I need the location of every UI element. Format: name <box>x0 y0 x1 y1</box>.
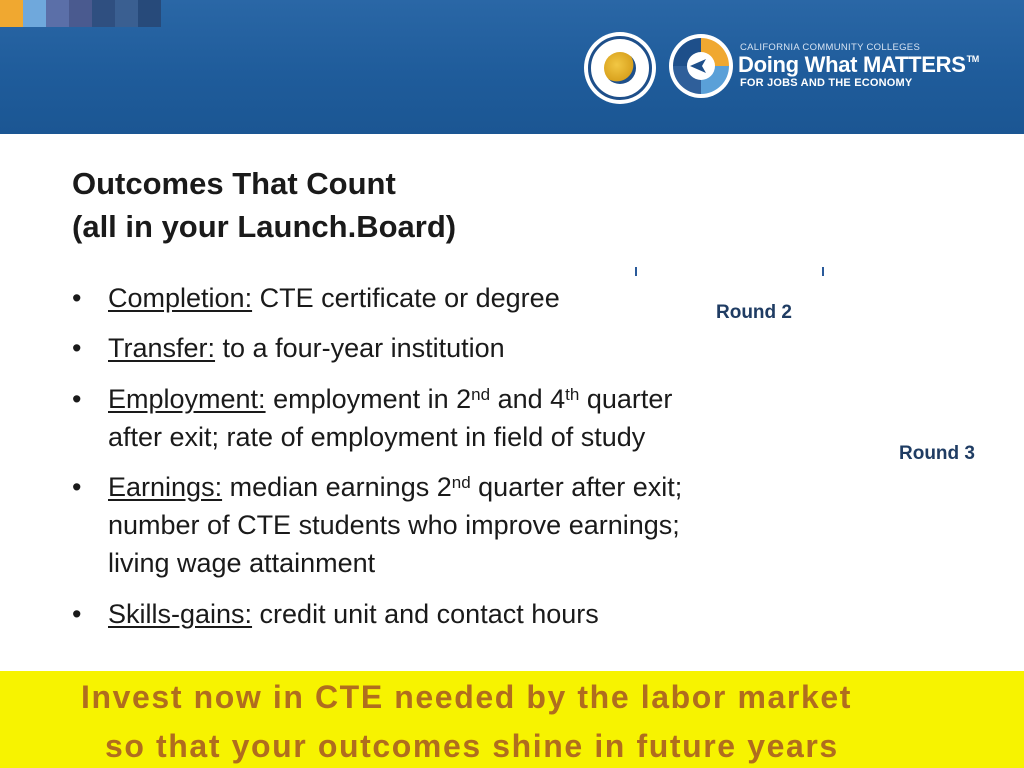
color-swatch-strip <box>0 0 161 27</box>
swatch-1 <box>0 0 23 27</box>
slide-title-line2: (all in your Launch.Board) <box>72 209 457 244</box>
bullet-description: to a four-year institution <box>215 333 505 363</box>
bullet-description-line2: number of CTE students who improve earnings; <box>108 510 680 540</box>
swatch-5 <box>92 0 115 27</box>
swatch-6 <box>115 0 138 27</box>
round2-bracket-tick-left <box>635 267 637 276</box>
bullet-description-part: median earnings 2 <box>222 472 452 502</box>
slide-title <box>72 162 456 248</box>
bullet-dot: • <box>72 599 82 629</box>
ordinal-suffix: th <box>565 385 580 404</box>
brand-title-part2: MATTERS <box>863 52 966 77</box>
bullet-description-part: employment in 2 <box>265 384 472 414</box>
header-band <box>0 0 1024 134</box>
brand-title-part1: Doing What <box>738 52 864 77</box>
callout-banner <box>0 671 1024 768</box>
slide-title-line1: Outcomes That Count <box>72 166 396 201</box>
brand-subtitle: FOR JOBS AND THE ECONOMY <box>740 77 913 89</box>
bullet-term: Employment: <box>108 384 266 414</box>
bullet-dot: • <box>72 283 82 313</box>
ordinal-suffix: nd <box>451 473 471 492</box>
bullet-description-part: and 4 <box>490 384 566 414</box>
swatch-3 <box>46 0 69 27</box>
bullet-dot: • <box>72 384 82 414</box>
brand-small-caption: CALIFORNIA COMMUNITY COLLEGES <box>740 42 921 53</box>
swatch-2 <box>23 0 46 27</box>
bullet-text <box>108 468 682 506</box>
swatch-7 <box>138 0 161 27</box>
bullet-term: Earnings: <box>108 472 223 502</box>
bullet-term: Completion: <box>108 283 253 313</box>
community-colleges-seal-logo <box>584 32 656 104</box>
bullet-description-part: quarter after exit; <box>470 472 683 502</box>
bullet-term: Skills-gains: <box>108 599 253 629</box>
bullet-dot: • <box>72 333 82 363</box>
ordinal-suffix: nd <box>471 385 491 404</box>
round3-label: Round 3 <box>899 443 975 464</box>
brand-title <box>738 52 979 78</box>
seal-emblem-icon <box>604 52 636 84</box>
bullet-dot: • <box>72 472 82 502</box>
bullet-text <box>108 279 560 317</box>
bullet-description: CTE certificate or degree <box>252 283 560 313</box>
banner-line2: so that your outcomes shine in future years <box>105 728 839 764</box>
round2-label: Round 2 <box>716 302 792 323</box>
bullet-description: credit unit and contact hours <box>252 599 599 629</box>
round2-bracket-tick-right <box>822 267 824 276</box>
bullet-term: Transfer: <box>108 333 216 363</box>
seal-ring <box>588 36 652 100</box>
swatch-4 <box>69 0 92 27</box>
bullet-text <box>108 595 599 633</box>
banner-line1: Invest now in CTE needed by the labor market <box>81 679 852 715</box>
brand-trademark: TM <box>966 54 980 64</box>
bullet-description-line3: living wage attainment <box>108 548 376 578</box>
bullet-text <box>108 329 505 367</box>
bullet-description-line2: after exit; rate of employment in field of study <box>108 422 646 452</box>
bullet-text <box>108 380 672 418</box>
doing-what-matters-logo-icon <box>668 33 734 99</box>
bullet-description-part: quarter <box>579 384 673 414</box>
